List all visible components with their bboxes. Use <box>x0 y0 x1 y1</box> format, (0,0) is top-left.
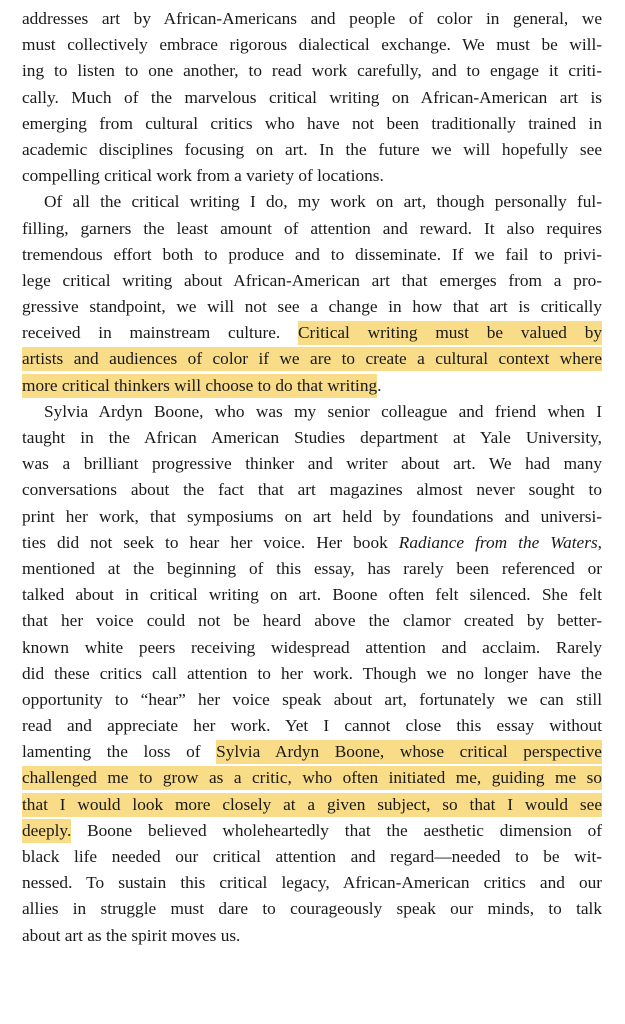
text-line: conversations about the fact that art magazines almost never sought to <box>22 480 602 500</box>
text-segment: , <box>597 532 602 552</box>
highlighted-text: more critical thinkers will choose to do that writing <box>22 374 377 398</box>
text-line: black life needed our critical attention and regard—needed to be wit- <box>22 847 602 866</box>
text-line: gressive standpoint, we will not see a change in how that art is critically <box>22 297 602 317</box>
text-line: academic disciplines focusing on art. In the future we will hopefully see <box>22 139 602 159</box>
text-line <box>22 530 602 556</box>
text-segment: ties did not seek to hear her voice. Her book <box>22 532 399 552</box>
text-line: did these critics call attention to her work. Though we no longer have the <box>22 663 602 683</box>
text-line: taught in the African American Studies department at Yale University, <box>22 428 602 447</box>
document-page <box>22 6 602 949</box>
text-segment: Boone believed wholeheartedly that the aesthetic dimension of <box>71 820 602 840</box>
highlighted-text: deeply. <box>22 819 71 843</box>
text-line: print her work, that symposiums on art held by foundations and universi- <box>22 506 602 526</box>
text-line: read and appreciate her work. Yet I cannot close this essay without <box>22 716 602 736</box>
highlighted-text: challenged me to grow as a critic, who often initiated me, guiding me so <box>22 766 602 790</box>
text-line: allies in struggle must dare to courageously speak our minds, to talk <box>22 899 602 919</box>
text-line: was a brilliant progressive thinker and writer about art. We had many <box>22 454 602 474</box>
text-line <box>22 739 602 765</box>
text-segment: . <box>377 375 382 395</box>
text-line <box>22 818 602 844</box>
text-line: compelling critical work from a variety of locations. <box>22 166 384 186</box>
book-title: Radiance from the Waters <box>398 532 598 552</box>
highlighted-text: that I would look more closely at a given subject, so that I would see <box>22 793 602 817</box>
text-line: Sylvia Ardyn Boone, who was my senior colleague and friend when I <box>44 401 602 421</box>
text-line: that her voice could not be heard above the clamor created by better- <box>22 611 602 631</box>
text-line: opportunity to “hear” her voice speak about art, fortunately we can still <box>22 689 602 709</box>
text-line <box>22 346 602 372</box>
text-line: mentioned at the beginning of this essay, has rarely been referenced or <box>22 558 602 578</box>
text-line: known white peers receiving widespread attention and acclaim. Rarely <box>22 637 602 657</box>
text-line: about art as the spirit moves us. <box>22 925 241 945</box>
text-line: addresses art by African-Americans and people of color in general, we <box>22 9 602 28</box>
text-segment: received in mainstream culture. <box>22 323 299 343</box>
highlighted-text: Critical writing must be valued by <box>298 321 602 345</box>
text-line <box>22 373 602 399</box>
text-line: lege critical writing about African-American art that emerges from a pro- <box>22 270 602 290</box>
text-line: talked about in critical writing on art. Boone often felt silenced. She felt <box>22 585 602 605</box>
highlighted-text: artists and audiences of color if we are to create a cultural context where <box>22 347 602 371</box>
text-line: emerging from cultural critics who have not been traditionally trained in <box>22 113 602 133</box>
text-line: cally. Much of the marvelous critical writing on African-American art is <box>22 87 602 107</box>
paragraph <box>22 399 602 949</box>
paragraph <box>22 189 602 399</box>
paragraph <box>22 6 602 189</box>
text-line: tremendous effort both to produce and to disseminate. If we fail to privi- <box>22 244 602 264</box>
highlighted-text: Sylvia Ardyn Boone, whose critical perspective <box>216 740 602 764</box>
text-line: must collectively embrace rigorous dialectical exchange. We must be will- <box>22 35 602 55</box>
text-line <box>22 765 602 791</box>
text-line: nessed. To sustain this critical legacy, African-American critics and our <box>22 873 602 893</box>
text-line <box>22 320 602 346</box>
text-line: filling, garners the least amount of attention and reward. It also requires <box>22 218 602 238</box>
text-segment: lamenting the loss of <box>22 742 217 762</box>
text-line <box>22 792 602 818</box>
text-line: ing to listen to one another, to read work carefully, and to engage it criti- <box>22 61 602 81</box>
text-line: Of all the critical writing I do, my work on art, though personally ful- <box>44 192 602 212</box>
